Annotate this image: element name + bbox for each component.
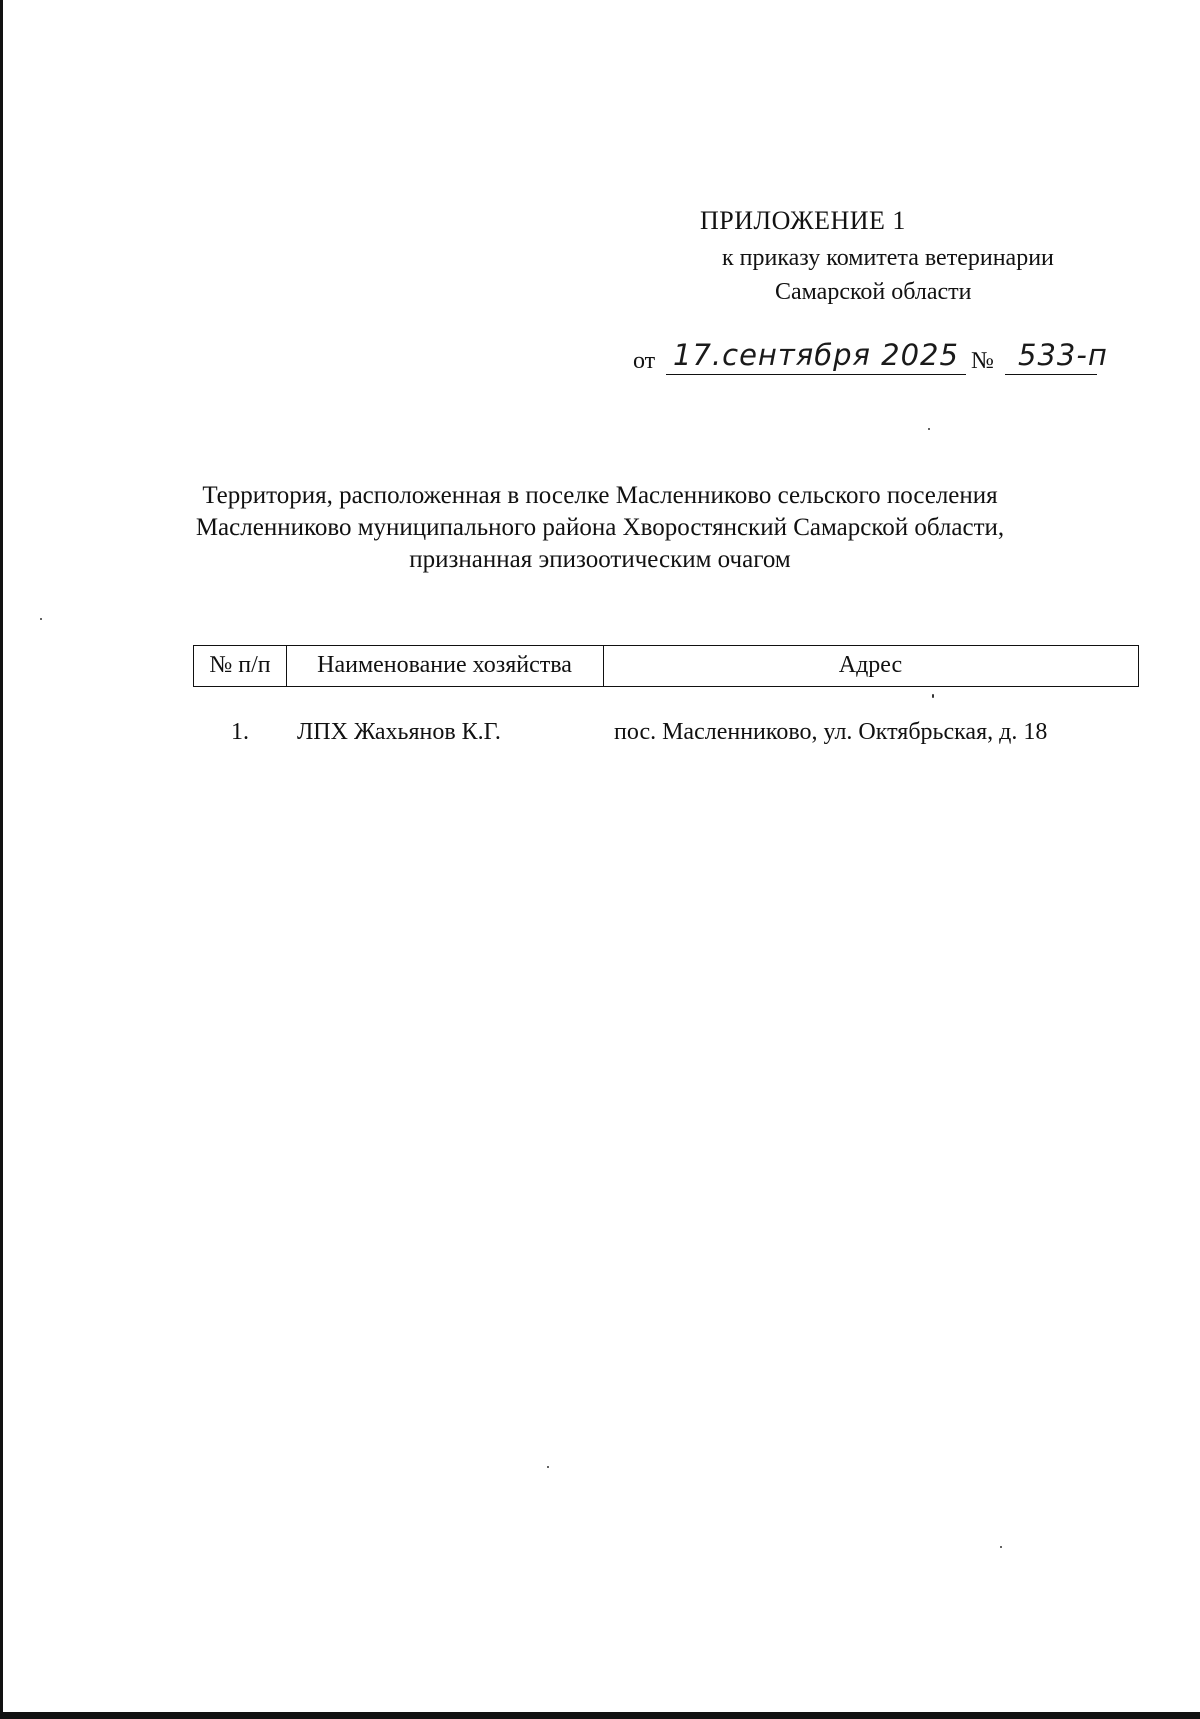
column-header-number: № п/п [194,646,287,686]
order-date-handwritten: 17.сентября 2025 [673,338,959,372]
row-farm-name: ЛПХ Жахьянов К.Г. [297,719,501,745]
heading-line: Масленниково муниципального района Хворостянский Самарской области, [195,514,1005,541]
scan-speck [547,1466,549,1468]
row-number: 1. [231,719,249,745]
scan-speck [40,618,42,620]
table-row [193,716,1139,756]
order-number-label: № [971,348,994,374]
document-heading [150,480,1050,576]
scan-speck [1000,1546,1002,1548]
column-header-farm-name: Наименование хозяйства [286,646,604,686]
row-address: пос. Масленниково, ул. Октябрьская, д. 18 [614,719,1048,745]
order-number-handwritten: 533-п [1018,338,1108,372]
order-from-label: от [633,348,656,374]
column-header-address: Адрес [838,652,903,678]
heading-line: Территория, расположенная в поселке Масленниково сельского поселения [202,482,998,509]
appendix-subtitle-line: Самарской области [775,279,972,305]
scan-edge-left [0,0,3,1719]
appendix-title: ПРИЛОЖЕНИЕ 1 [700,206,906,235]
heading-line: признанная эпизоотическим очагом [409,546,791,573]
scan-speck [932,694,934,698]
appendix-subtitle-line: к приказу комитета ветеринарии [722,245,1054,271]
scan-speck [928,428,930,430]
scan-edge-bottom [0,1712,1200,1719]
table-header [193,645,1139,687]
